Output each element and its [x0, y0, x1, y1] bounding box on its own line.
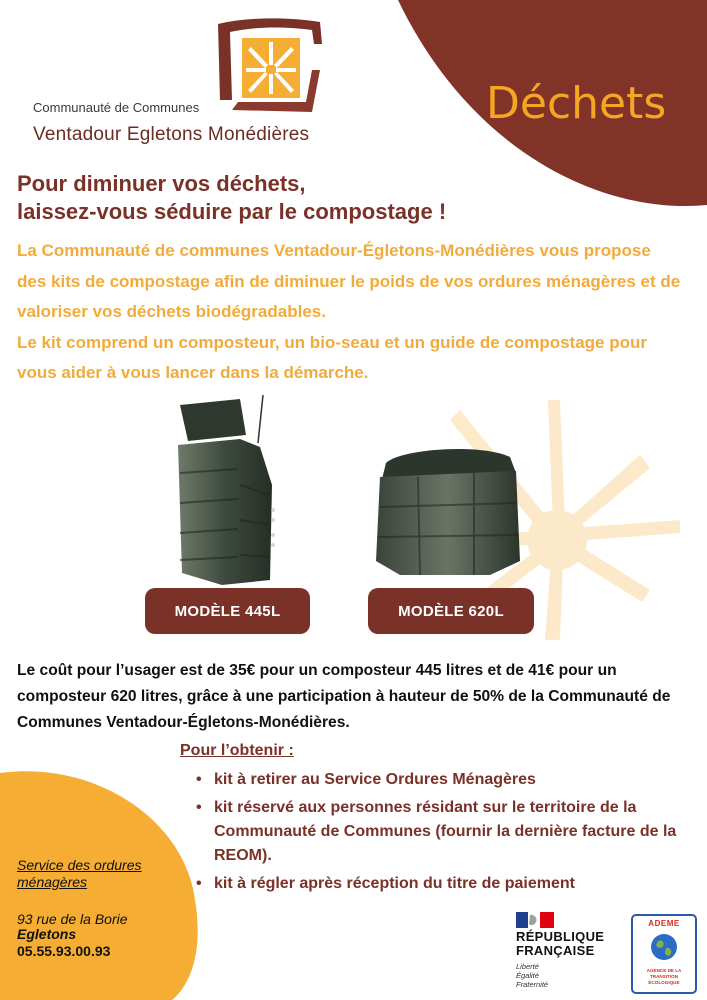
org-name-large: Ventadour Egletons Monédières: [33, 124, 310, 145]
headline-line-1: Pour diminuer vos déchets,: [17, 171, 306, 196]
intro-paragraph-2: Le kit comprend un composteur, un bio-seau et un guide de compostage pour vous aider à vous lancer dans la démarche.: [17, 332, 648, 382]
obtain-list: [196, 768, 696, 900]
intro-text: [17, 236, 682, 389]
headline-line-2: laissez-vous séduire par le compostage !: [17, 199, 447, 224]
ademe-globe-icon: [650, 933, 678, 961]
list-item: • kit à régler après réception du titre de paiement: [196, 872, 696, 896]
city: Egletons: [17, 926, 77, 942]
obtain-title: Pour l’obtenir :: [180, 742, 294, 759]
ademe-sub-3: ÉCOLOGIQUE: [648, 980, 680, 985]
composter-620-body: [376, 471, 520, 575]
model-445-button[interactable]: MODÈLE 445L: [145, 588, 310, 634]
ademe-logo: [631, 914, 697, 994]
model-620-button[interactable]: MODÈLE 620L: [368, 588, 534, 634]
section-title: Déchets: [486, 78, 667, 129]
list-item: • kit à retirer au Service Ordures Ménagères: [196, 768, 696, 792]
ademe-subtitle: [635, 968, 693, 986]
composter-445-body: [178, 439, 272, 585]
rf-line-2: FRANÇAISE: [516, 943, 595, 958]
rf-line-1: RÉPUBLIQUE: [516, 929, 605, 944]
headline: [17, 170, 577, 226]
motto-egalite: Égalité: [516, 971, 539, 980]
intro-paragraph-1: La Communauté de communes Ventadour-Égletons-Monédières vous propose des kits de compostage afin de diminuer le poids de vos ordures ménagères et de valoriser vos déchets biodégradables.: [17, 241, 681, 321]
org-name-small: Communauté de Communes: [33, 100, 200, 115]
motto-fraternite: Fraternité: [516, 980, 549, 989]
service-name: Service des ordures ménagères: [17, 857, 142, 890]
ademe-sub-2: TRANSITION: [649, 974, 679, 979]
motto-liberte: Liberté: [516, 962, 539, 971]
ademe-sub-1: AGENCE DE LA: [646, 968, 682, 973]
community-logo-icon: [212, 10, 330, 120]
composter-445-lid: [180, 399, 246, 441]
republique-francaise-text: [516, 930, 604, 958]
composter-620-image: [370, 443, 522, 579]
composter-445-image: [160, 395, 288, 587]
street-address: 93 rue de la Borie: [17, 911, 128, 927]
cost-text: Le coût pour l’usager est de 35€ pour un composteur 445 litres et de 41€ pour un composteur 620 litres, grâce à une participation à hauteur de 50% de la Communauté de Communes Ventadour-Égletons-Monédières.: [17, 662, 671, 731]
ademe-title: ADEME: [648, 919, 680, 928]
republic-motto: [516, 962, 548, 989]
marianne-logo-icon: [516, 912, 554, 928]
list-item: • kit réservé aux personnes résidant sur le territoire de la Communauté de Communes (fournir la dernière facture de la REOM).: [196, 796, 696, 868]
phone-number[interactable]: 05.55.93.00.93: [17, 943, 111, 959]
